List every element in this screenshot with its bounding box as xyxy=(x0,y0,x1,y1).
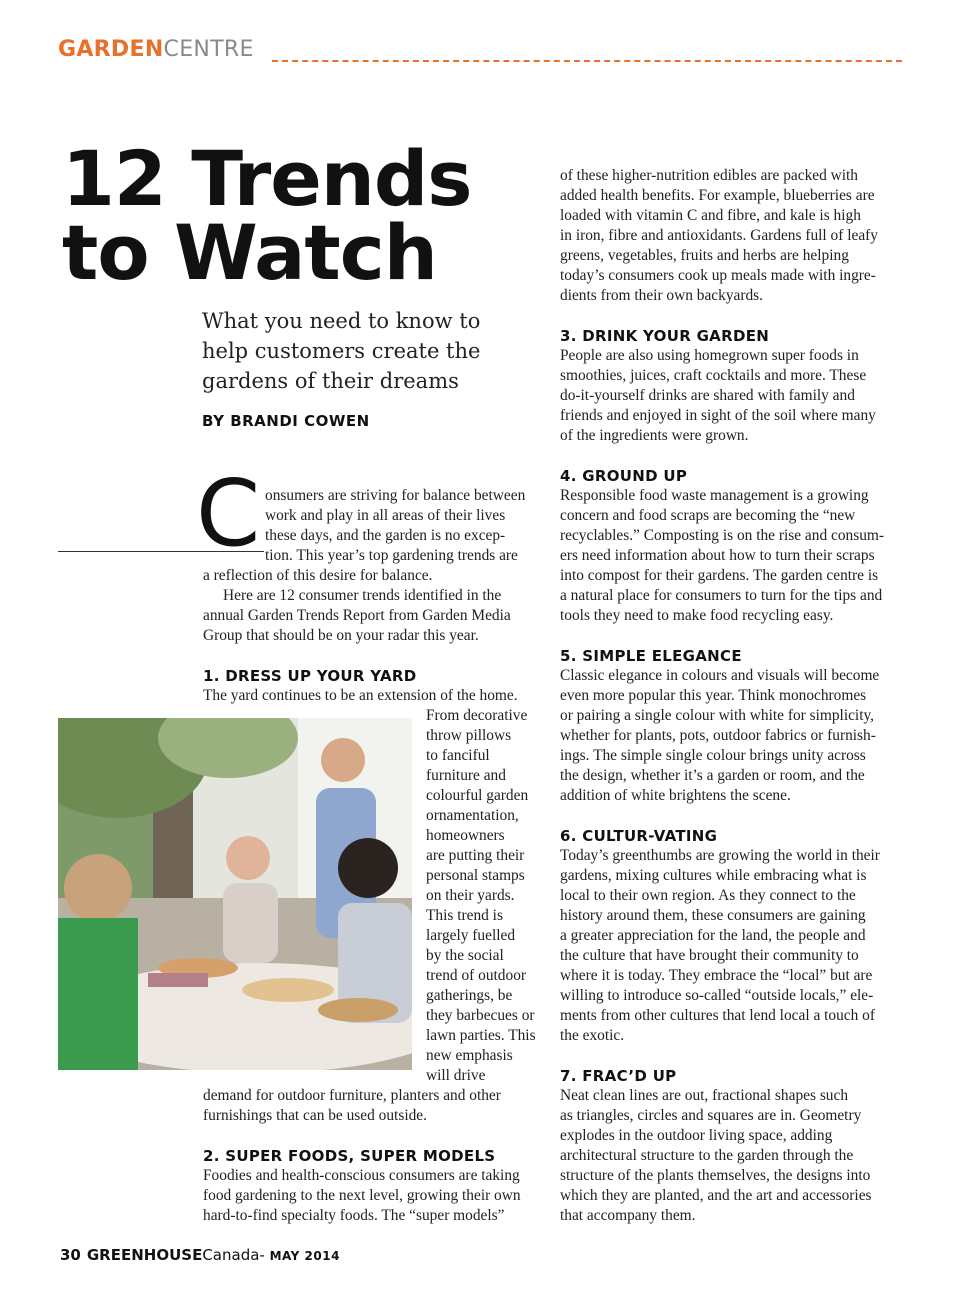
text-line: by the social xyxy=(426,947,504,964)
text-line: largely fuelled xyxy=(426,927,516,944)
text-line: loaded with vitamin C and fibre, and kale is high xyxy=(560,207,861,224)
text-line: trend of outdoor xyxy=(426,967,527,984)
magazine-name-b: Canada xyxy=(202,1246,260,1264)
text-line: today’s consumers cook up meals made with ingre- xyxy=(560,267,876,284)
text-line: do-it-yourself drinks are shared with family and xyxy=(560,387,855,404)
text-line: friends and enjoyed in sight of the soil where many xyxy=(560,407,876,424)
trend-4-heading: 4. GROUND UP xyxy=(560,467,688,485)
page-number: 30 xyxy=(60,1246,81,1264)
text-line: concern and food scraps are becoming the “new xyxy=(560,507,856,524)
text-line: lawn parties. This xyxy=(426,1027,536,1044)
article-title xyxy=(62,134,472,297)
garden-party-photo xyxy=(58,718,412,1070)
trend-4-text xyxy=(560,486,884,626)
text-line: in iron, fibre and antioxidants. Gardens full of leafy xyxy=(560,227,878,244)
text-line: annual Garden Trends Report from Garden Media xyxy=(203,607,511,624)
trend-7-heading: 7. FRAC’D UP xyxy=(560,1067,677,1085)
trend-1-line: The yard continues to be an extension of the home. xyxy=(203,687,518,704)
text-line: a natural place for consumers to turn for the tips and xyxy=(560,587,883,604)
byline: BY BRANDI COWEN xyxy=(202,412,370,430)
text-line: gardens, mixing cultures while embracing what is xyxy=(560,867,867,884)
text-line: willing to introduce so-called “outside locals,” ele- xyxy=(560,987,874,1004)
text-line: homeowners xyxy=(426,827,505,844)
text-line: addition of white brightens the scene. xyxy=(560,787,791,804)
trend-1-heading: 1. DRESS UP YOUR YARD xyxy=(203,667,417,685)
intro-paragraph-cont xyxy=(203,566,511,646)
title-line-2: to Watch xyxy=(62,208,437,297)
text-line: they barbecues or xyxy=(426,1007,535,1024)
text-line: Here are 12 consumer trends identified in the xyxy=(223,587,502,604)
text-line: on their yards. xyxy=(426,887,515,904)
text-line: explodes in the outdoor living space, adding xyxy=(560,1127,833,1144)
text-line: Classic elegance in colours and visuals will become xyxy=(560,667,880,684)
text-line: which they are planted, and the art and accessories xyxy=(560,1187,872,1204)
text-line: colourful garden xyxy=(426,787,529,804)
text-line: tools they need to make food recycling easy. xyxy=(560,607,834,624)
trend-3-heading: 3. DRINK YOUR GARDEN xyxy=(560,327,770,345)
text-line: history around them, these consumers are gaining xyxy=(560,907,866,924)
text-line: architectural structure to the garden through the xyxy=(560,1147,854,1164)
text-line: ornamentation, xyxy=(426,807,519,824)
text-line: gatherings, be xyxy=(426,987,513,1004)
trend-6-text xyxy=(560,846,880,1046)
text-line: the exotic. xyxy=(560,1027,625,1044)
text-line: recyclables.” Composting is on the rise and consum- xyxy=(560,527,884,544)
text-line: furnishings that can be used outside. xyxy=(203,1107,427,1124)
issue-date: MAY 2014 xyxy=(269,1249,340,1263)
text-line: From decorative xyxy=(426,707,528,724)
text-line: to fanciful xyxy=(426,747,490,764)
trend-6-heading: 6. CULTUR-VATING xyxy=(560,827,718,845)
trend-5-text xyxy=(560,666,879,806)
text-line: onsumers are striving for balance between xyxy=(265,487,526,504)
text-line: Neat clean lines are out, fractional shapes such xyxy=(560,1087,849,1104)
section-header xyxy=(58,36,254,64)
section-label-a: GARDEN xyxy=(58,37,164,62)
text-line: even more popular this year. Think monochromes xyxy=(560,687,867,704)
text-line: ers need information about how to turn their scraps xyxy=(560,547,875,564)
text-line: that accompany them. xyxy=(560,1207,696,1224)
text-line: food gardening to the next level, growing their own xyxy=(203,1187,521,1204)
text-line: Responsible food waste management is a growing xyxy=(560,487,869,504)
text-line: will drive xyxy=(426,1067,486,1084)
text-line: ings. The simple single colour brings unity across xyxy=(560,747,866,764)
section-label-b: CENTRE xyxy=(163,37,254,62)
text-line: ments from other cultures that lend local a touch of xyxy=(560,1007,875,1024)
text-line: throw pillows xyxy=(426,727,512,744)
text-line: This trend is xyxy=(426,907,503,924)
text-line: dients from their own backyards. xyxy=(560,287,764,304)
title-line-1: 12 Trends xyxy=(62,134,472,223)
text-line: added health benefits. For example, blueberries are xyxy=(560,187,875,204)
drop-cap: C xyxy=(196,460,261,567)
text-line: are putting their xyxy=(426,847,525,864)
text-line: People are also using homegrown super foods in xyxy=(560,347,859,364)
magazine-name-a: GREENHOUSE xyxy=(86,1246,203,1264)
text-line: these days, and the garden is no excep- xyxy=(265,527,506,544)
trend-2-continued xyxy=(560,166,878,306)
trend-1-wrap-text xyxy=(426,706,536,1086)
text-line: personal stamps xyxy=(426,867,525,884)
text-line: work and play in all areas of their lives xyxy=(265,507,506,524)
intro-rule xyxy=(58,551,264,552)
trend-5-heading: 5. SIMPLE ELEGANCE xyxy=(560,647,742,665)
text-line: structure of the plants themselves, the designs into xyxy=(560,1167,871,1184)
footer-separator: - xyxy=(259,1246,270,1264)
text-line: the design, whether it’s a garden or room, and the xyxy=(560,767,865,784)
text-line: where it is today. They embrace the “local” but are xyxy=(560,967,873,984)
text-line: the culture that have brought their community to xyxy=(560,947,859,964)
text-line: as triangles, circles and squares are in. Geometry xyxy=(560,1107,862,1124)
text-line: into compost for their gardens. The garden centre is xyxy=(560,567,879,584)
text-line: of these higher-nutrition edibles are packed with xyxy=(560,167,858,184)
text-line: smoothies, juices, craft cocktails and more. These xyxy=(560,367,867,384)
text-line: a reflection of this desire for balance. xyxy=(203,567,433,584)
trend-2-heading: 2. SUPER FOODS, SUPER MODELS xyxy=(203,1147,496,1165)
text-line: tion. This year’s top gardening trends are xyxy=(265,547,518,564)
text-line: Today’s greenthumbs are growing the world in their xyxy=(560,847,880,864)
trend-2-text xyxy=(203,1166,521,1226)
trend-3-text xyxy=(560,346,876,446)
photo-illustration xyxy=(58,718,412,1070)
text-line: hard-to-find specialty foods. The “super models” xyxy=(203,1207,505,1224)
page-footer xyxy=(60,1246,340,1264)
intro-paragraph xyxy=(265,486,525,566)
text-line: greens, vegetables, fruits and herbs are helping xyxy=(560,247,849,264)
trend-7-text xyxy=(560,1086,872,1226)
text-line: furniture and xyxy=(426,767,506,784)
text-line: demand for outdoor furniture, planters and other xyxy=(203,1087,501,1104)
text-line: Foodies and health-conscious consumers are taking xyxy=(203,1167,520,1184)
header-dashed-rule xyxy=(272,60,902,62)
text-line: of the ingredients were grown. xyxy=(560,427,749,444)
text-line: local to their own region. As they connect to the xyxy=(560,887,856,904)
trend-1-end xyxy=(203,1086,501,1126)
text-line: whether for plants, pots, outdoor fabrics or furnish- xyxy=(560,727,876,744)
text-line: Group that should be on your radar this year. xyxy=(203,627,479,644)
text-line: a greater appreciation for the land, the people and xyxy=(560,927,866,944)
article-dek: What you need to know to help customers create the gardens of their dreams xyxy=(202,309,481,393)
text-line: or pairing a single colour with white for simplicity, xyxy=(560,707,875,724)
text-line: new emphasis xyxy=(426,1047,513,1064)
